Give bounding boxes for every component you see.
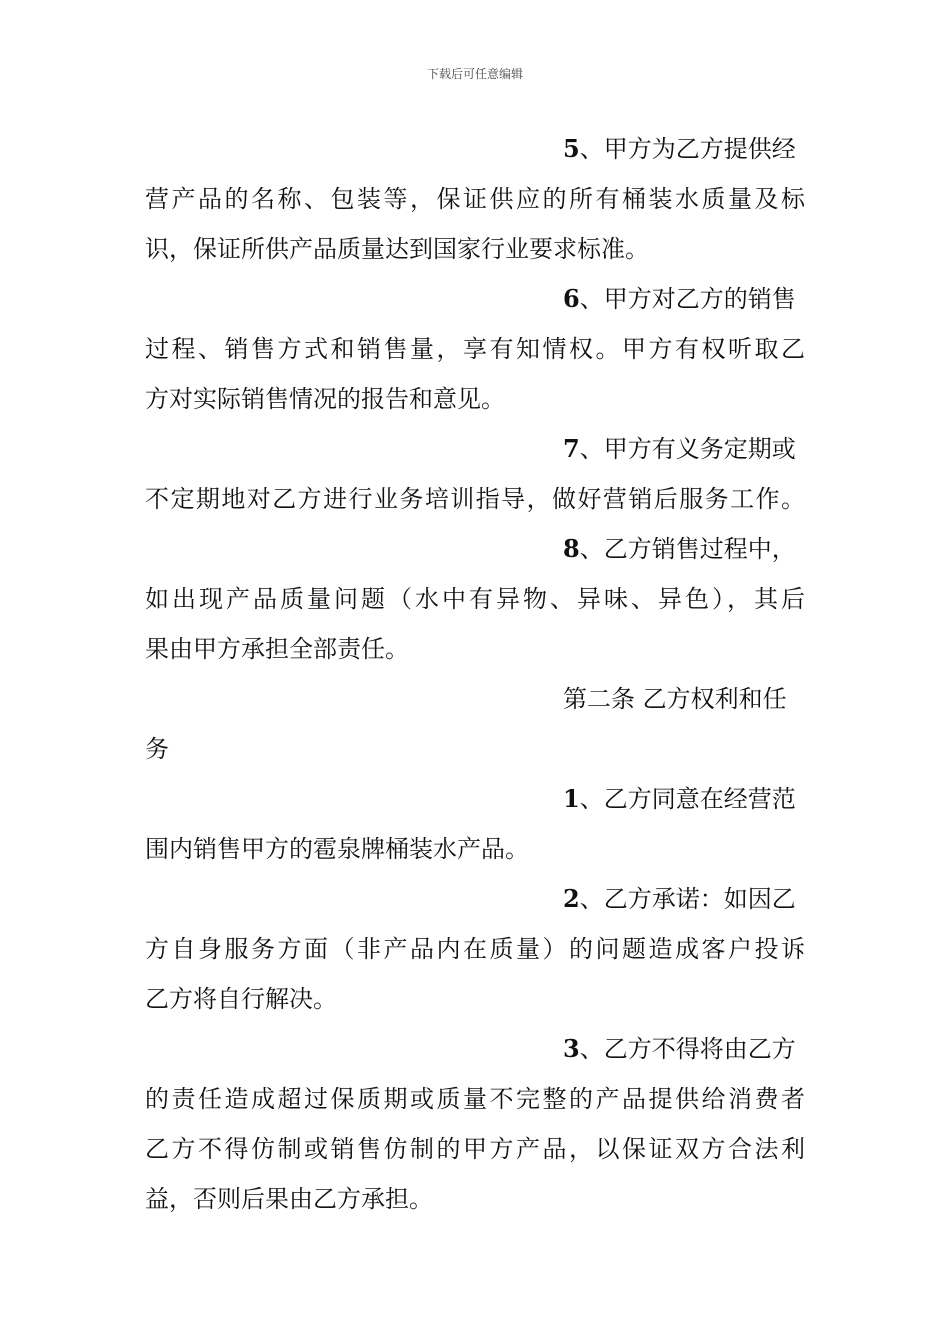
text-line: 乙方将自行解决。 [145, 985, 337, 1013]
text-line: 5、甲方为乙方提供经 [563, 134, 796, 163]
text-line: 的责任造成超过保质期或质量不完整的产品提供给消费者 [145, 1085, 805, 1113]
text-line: 不定期地对乙方进行业务培训指导，做好营销后服务工作。 [145, 485, 805, 513]
text-line: 8、乙方销售过程中， [563, 534, 796, 563]
text-line: 识，保证所供产品质量达到国家行业要求标准。 [145, 235, 649, 263]
text-line: 果由甲方承担全部责任。 [145, 635, 409, 663]
text-line: 益，否则后果由乙方承担。 [145, 1185, 433, 1213]
text-line: 2、乙方承诺：如因乙 [563, 884, 796, 913]
section-heading-line: 务 [145, 735, 169, 763]
clause-number: 5 [563, 134, 580, 163]
text-line: 过程、销售方式和销售量，享有知情权。甲方有权听取乙 [145, 335, 805, 363]
text-line: 乙方不得仿制或销售仿制的甲方产品，以保证双方合法利 [145, 1135, 805, 1163]
clause-number: 8 [563, 534, 580, 563]
text-line: 6、甲方对乙方的销售 [563, 284, 796, 313]
text-line: 7、甲方有义务定期或 [563, 434, 796, 463]
clause-number: 3 [563, 1034, 580, 1063]
section-heading-line: 第二条 乙方权利和任 [563, 685, 787, 713]
text-line: 营产品的名称、包装等，保证供应的所有桶装水质量及标 [145, 185, 805, 213]
page-header: 下载后可任意编辑 [426, 67, 523, 81]
text-line: 方自身服务方面（非产品内在质量）的问题造成客户投诉 [145, 935, 805, 963]
text-line: 方对实际销售情况的报告和意见。 [145, 385, 505, 413]
clause-number: 1 [563, 784, 580, 813]
clause-number: 2 [563, 884, 580, 913]
text-line: 1、乙方同意在经营范 [563, 784, 796, 813]
text-line: 3、乙方不得将由乙方 [563, 1034, 796, 1063]
text-line: 围内销售甲方的雹泉牌桶装水产品。 [145, 835, 529, 863]
text-line: 如出现产品质量问题（水中有异物、异味、异色），其后 [145, 585, 805, 613]
clause-number: 6 [563, 284, 580, 313]
document-body [145, 124, 805, 1224]
clause-number: 7 [563, 434, 580, 463]
